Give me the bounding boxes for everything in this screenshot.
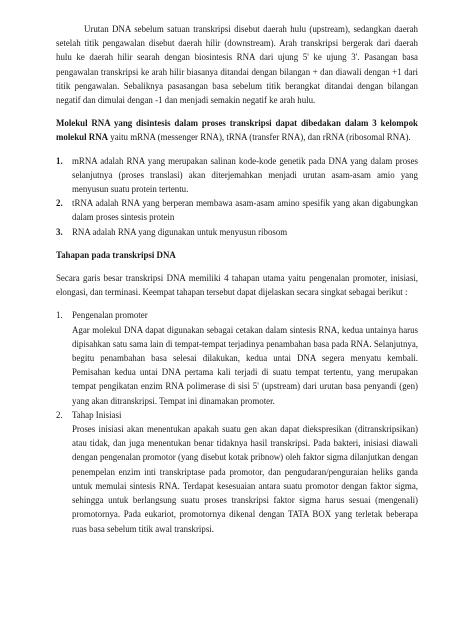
list-item-text: RNA adalah RNA yang digunakan untuk menyusun ribosom: [72, 226, 288, 237]
rna-types-list: [56, 154, 418, 239]
list-item-text: mRNA adalah RNA yang merupakan salinan kode-kode genetik pada DNA yang dalam proses selanjutnya (proses translasi) akan diterjemahkan menjadi urutan asam-asam amio yang menyusun suatu protein tertentu.: [72, 155, 418, 195]
list-item: [56, 408, 418, 536]
stage-body: Agar molekul DNA dapat digunakan sebagai cetakan dalam sintesis RNA, kedua untainya harus dipisahkan satu sama lain di tempat-tempat terjadinya penambahan basa pada RNA. Selanjutnya, begitu penambahan basa selesai dilakukan, kedua untai DNA segera menyatu kembali. Pemisahan kedua untai DNA pertama kali terjadi di suatu tempat tertentu, yang merupakan tempat pengikatan enzim RNA polimerase di sisi 5' (upstream) dari urutan basa penyandi (gen) yang akan ditranskripsi. Tempat ini dinamakan promoter.: [72, 324, 418, 406]
list-item: [56, 308, 418, 407]
rna-intro-rest: yaitu mRNA (messenger RNA), tRNA (transfer RNA), dan rRNA (ribosomal RNA).: [108, 132, 411, 143]
rna-intro-paragraph: [56, 116, 418, 144]
list-item: [56, 196, 418, 224]
list-item-text: tRNA adalah RNA yang berperan membawa asam-asam amino spesifik yang akan digabungkan dalam proses sintesis protein: [72, 198, 418, 223]
list-item: [56, 154, 418, 197]
list-number: 2.: [56, 409, 63, 420]
list-number: 2.: [56, 198, 63, 209]
stage-title: Pengenalan promoter: [72, 310, 148, 321]
list-number: 1.: [56, 310, 63, 321]
intro-paragraph: Urutan DNA sebelum satuan transkripsi disebut daerah hulu (upstream), sedangkan daerah setelah titik pengawalan disebut daerah hilir (downstream). Arah transkripsi bergerak dari daerah hulu ke daerah hilir searah dengan biosintesis RNA dari ujung 5' ke ujung 3'. Pasangan basa pengawalan transkripsi ke arah hilir biasanya ditandai dengan bilangan + dan diawali dengan +1 dari titik pengawalan. Sebaliknya pasasangan basa sebelum titik berangkat ditandai dengan bilangan negatif dan dimulai dengan -1 dan menjadi semakin negatif ke arah hulu.: [56, 24, 418, 106]
list-number: 1.: [56, 155, 63, 166]
list-item: [56, 225, 418, 239]
stage-title: Tahap Inisiasi: [72, 409, 122, 420]
stages-list: [56, 308, 418, 535]
section-heading: Tahapan pada transkripsi DNA: [56, 249, 176, 260]
rna-intro-bold: Molekul RNA yang disintesis dalam proses transkripsi dapat dibedakan dalam 3 kelompok molekul RNA: [56, 118, 418, 143]
section-intro-paragraph: Secara garis besar transkripsi DNA memiliki 4 tahapan utama yaitu pengenalan promoter, inisiasi, elongasi, dan terminasi. Keempat tahapan tersebut dapat dijelaskan secara singkat sebagai berikut :: [56, 273, 418, 298]
list-number: 3.: [56, 226, 63, 237]
stage-body: Proses inisiasi akan menentukan apakah suatu gen akan dapat diekspresikan (ditranskripsikan) atau tidak, dan juga menentukan benar tidaknya hasil transkripsi. Pada bakteri, inisiasi diawali dengan pengenalan promotor (yang disebut kotak pribnow) oleh faktor sigma dilanjutkan dengan penempelan enzim inti transkriptase pada promotor, dan pengudaran/penguraian heliks ganda untuk memulai sintesis RNA. Terdapat kesesuaian antara suatu promotor dengan faktor sigma, sehingga untuk berlangsung suatu proses transkripsi faktor sigma harus sesuai (mengenali) promotornya. Pada eukariot, promotornya dikenal dengan TATA BOX yang terletak beberapa ruas basa sebelum titik awal transkripsi.: [72, 424, 418, 534]
